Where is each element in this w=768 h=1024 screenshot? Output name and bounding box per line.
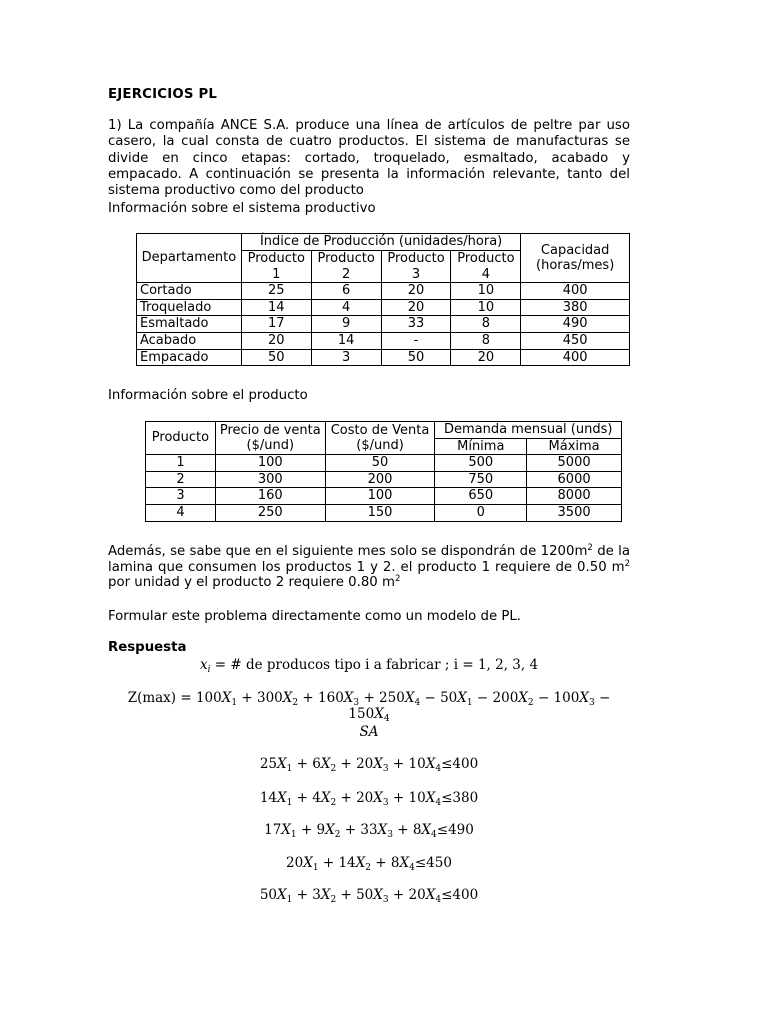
rate-cell: 14	[241, 299, 311, 316]
min-cell: 650	[435, 488, 527, 505]
production-system-table	[136, 233, 630, 366]
capacity-header-line2: (horas/mes)	[536, 258, 615, 274]
prod-cell: 4	[146, 504, 216, 521]
rate-cell: 25	[241, 283, 311, 300]
max-header: Máxima	[527, 438, 622, 455]
rate-cell: 20	[451, 349, 521, 366]
rate-cell: 33	[381, 316, 451, 333]
document-title: EJERCICIOS PL	[108, 87, 218, 102]
price-cell: 250	[215, 504, 325, 521]
price-header	[215, 422, 325, 455]
index-header: Índice de Producción (unidades/hora)	[241, 234, 520, 251]
table-row	[137, 349, 630, 366]
table-row	[146, 504, 622, 521]
rate-cell: 6	[311, 283, 381, 300]
capacity-header-line1: Capacidad	[540, 242, 610, 258]
rate-cell: 4	[311, 299, 381, 316]
table-row	[137, 299, 630, 316]
min-cell: 750	[435, 471, 527, 488]
cost-cell: 50	[325, 455, 435, 472]
product-num: 2	[342, 266, 351, 282]
price-header-line1: Precio de venta	[219, 422, 321, 438]
dep-cell: Esmaltado	[137, 316, 242, 333]
table-row	[137, 283, 630, 300]
constraint-acabado: $20X_1 + 14X_2 + 8X_4\le 450$	[286, 855, 452, 873]
rate-cell: 20	[241, 332, 311, 349]
rate-cell: 8	[451, 332, 521, 349]
product-header-3	[381, 251, 451, 283]
prod-cell: 3	[146, 488, 216, 505]
rate-cell: 10	[451, 299, 521, 316]
cost-header	[325, 422, 435, 455]
rate-cell: 20	[381, 299, 451, 316]
product-word: Producto	[317, 251, 375, 266]
variable-definition: $x_i$ = # de producos tipo i a fabricar ; i = 1, 2, 3, 4	[199, 657, 539, 675]
exponent: 2	[394, 574, 401, 584]
table-row	[137, 332, 630, 349]
price-cell: 160	[215, 488, 325, 505]
table-row	[146, 488, 622, 505]
rate-cell: 3	[311, 349, 381, 366]
capacity-cell: 450	[521, 332, 630, 349]
problem-statement: 1) La compañía ANCE S.A. produce una línea de artículos de peltre par uso casero, la cual consta de cuatro productos. El sistema de manufacturas se divide en cinco etapas: cortado, troquelado, esmaltado, acabado y empacado. A continuación se presenta la información relevante, tanto del sistema productivo como del producto	[108, 118, 630, 199]
prod-header: Producto	[146, 422, 216, 455]
instruction-text: Formular este problema directamente como un modelo de PL.	[108, 609, 522, 624]
dep-header: Departamento	[137, 234, 242, 283]
constraint-cortado: $25X_1 + 6X_2 + 20X_3 + 10X_4\le 400$	[259, 756, 479, 774]
max-cell: 5000	[527, 455, 622, 472]
cost-header-line1: Costo de Venta	[330, 422, 430, 438]
max-cell: 8000	[527, 488, 622, 505]
cost-cell: 150	[325, 504, 435, 521]
table1-label: Información sobre el sistema productivo	[108, 201, 376, 216]
rate-cell: 50	[381, 349, 451, 366]
min-header: Mínima	[435, 438, 527, 455]
dep-cell: Empacado	[137, 349, 242, 366]
dep-cell: Troquelado	[137, 299, 242, 316]
product-word: Producto	[387, 251, 445, 266]
constraint-troquelado: $14X_1 + 4X_2 + 20X_3 + 10X_4\le 380$	[259, 790, 479, 808]
prod-cell: 1	[146, 455, 216, 472]
product-num: 4	[481, 266, 491, 282]
exponent: 2	[624, 558, 630, 569]
constraint-empacado: $50X_1 + 3X_2 + 50X_3 + 20X_4\le 400$	[259, 887, 479, 905]
dep-cell: Acabado	[137, 332, 242, 349]
product-header-2	[311, 251, 381, 283]
cost-cell: 100	[325, 488, 435, 505]
product-header-1	[241, 251, 311, 283]
product-info-table	[145, 421, 622, 522]
rate-cell: 50	[241, 349, 311, 366]
material-constraint-text	[108, 544, 630, 591]
cost-header-line2: ($/und)	[356, 438, 404, 454]
prod-cell: 2	[146, 471, 216, 488]
rate-cell: 8	[451, 316, 521, 333]
product-header-4	[451, 251, 521, 283]
max-cell: 6000	[527, 471, 622, 488]
capacity-cell: 400	[521, 349, 630, 366]
table-row	[137, 316, 630, 333]
rate-cell: 9	[311, 316, 381, 333]
rate-cell: 10	[451, 283, 521, 300]
table-row	[146, 455, 622, 472]
constraint-esmaltado: $17X_1 + 9X_2 + 33X_3 + 8X_4\le 490$	[264, 822, 474, 840]
cost-cell: 200	[325, 471, 435, 488]
rate-cell: 20	[381, 283, 451, 300]
rate-cell: -	[381, 332, 451, 349]
product-num: 1	[272, 266, 281, 282]
answer-heading: Respuesta	[108, 640, 187, 655]
min-cell: 500	[435, 455, 527, 472]
demand-header: Demanda mensual (unds)	[435, 422, 622, 439]
capacity-cell: 400	[521, 283, 630, 300]
product-word: Producto	[247, 251, 305, 266]
price-cell: 100	[215, 455, 325, 472]
price-header-line2: ($/und)	[246, 438, 295, 454]
table-row	[146, 471, 622, 488]
capacity-cell: 380	[521, 299, 630, 316]
rate-cell: 17	[241, 316, 311, 333]
max-cell: 3500	[527, 504, 622, 521]
subject-to-label: SA	[359, 724, 379, 740]
product-word: Producto	[457, 251, 515, 266]
product-num: 3	[411, 266, 421, 282]
capacity-header	[521, 234, 630, 283]
extra-part2: de la lamina que consumen los productos 1 y 2. el producto 1 requiere de 0.50 m	[108, 544, 630, 575]
rate-cell: 14	[311, 332, 381, 349]
extra-part1: Además, se sabe que en el siguiente mes solo se dispondrán de 1200m	[108, 544, 588, 559]
extra-part3: por unidad y el producto 2 requiere 0.80 m	[108, 575, 395, 590]
min-cell: 0	[435, 504, 527, 521]
capacity-cell: 490	[521, 316, 630, 333]
objective-function: $Z(\max) = 100X_1 + 300X_2 + 160X_3 + 250X_4 - 50X_1 - 200X_2 - 100X_3 - 150X_4$	[127, 690, 611, 724]
exponent: 2	[587, 543, 593, 553]
price-cell: 300	[215, 471, 325, 488]
table2-label: Información sobre el producto	[108, 388, 308, 403]
dep-cell: Cortado	[137, 283, 242, 300]
